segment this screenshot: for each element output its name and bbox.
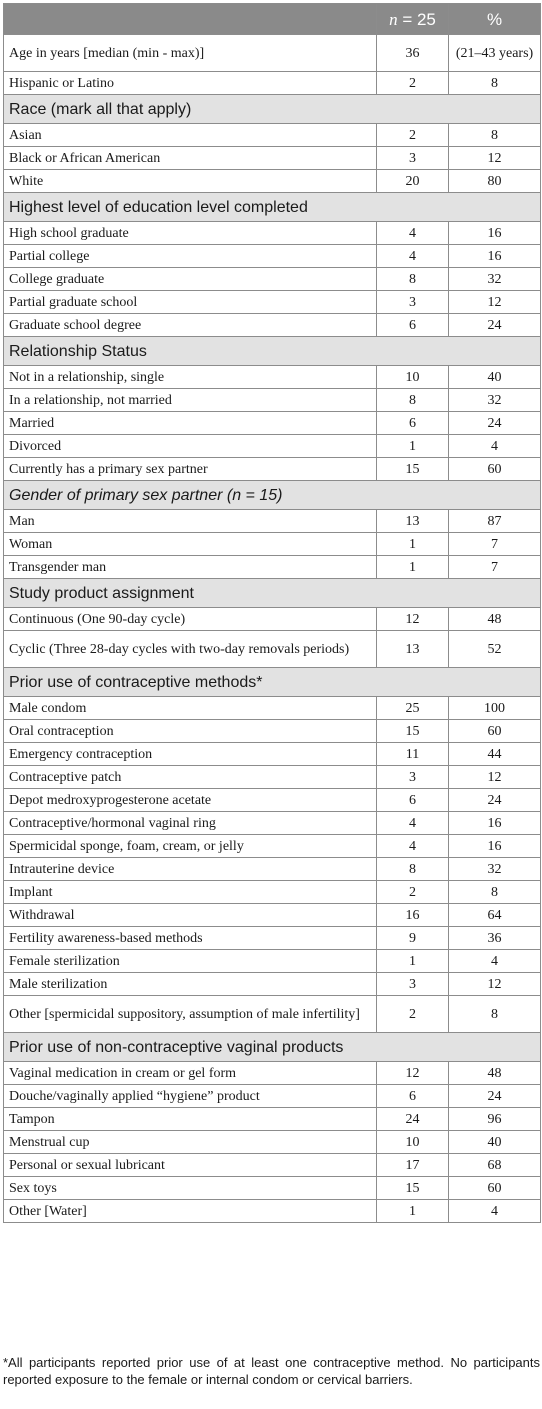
row-label-cell: Black or African American (4, 147, 377, 170)
row-pct-cell: 80 (449, 170, 541, 193)
row-pct-cell: 4 (449, 950, 541, 973)
row-pct-cell: 12 (449, 973, 541, 996)
section-header-row (4, 481, 541, 510)
row-label-cell: Oral contraception (4, 720, 377, 743)
section-title: Race (mark all that apply) (4, 95, 541, 124)
row-pct-cell: 24 (449, 314, 541, 337)
row-n-cell: 2 (377, 72, 449, 95)
row-n-cell: 8 (377, 389, 449, 412)
row-pct-cell: 16 (449, 835, 541, 858)
row-n-cell: 10 (377, 366, 449, 389)
table-row (4, 510, 541, 533)
row-label-cell: Partial graduate school (4, 291, 377, 314)
row-pct-cell: 8 (449, 996, 541, 1033)
table-row (4, 789, 541, 812)
row-label-cell: Cyclic (Three 28-day cycles with two-day removals periods) (4, 631, 377, 668)
table-row (4, 835, 541, 858)
row-n-cell: 8 (377, 858, 449, 881)
table-row (4, 631, 541, 668)
section-header-row (4, 579, 541, 608)
table-row (4, 766, 541, 789)
row-n-cell: 3 (377, 147, 449, 170)
row-pct-cell: 87 (449, 510, 541, 533)
row-n-cell: 1 (377, 950, 449, 973)
row-pct-cell: 68 (449, 1154, 541, 1177)
row-n-cell: 36 (377, 35, 449, 72)
section-header-row (4, 1033, 541, 1062)
row-pct-cell: 12 (449, 291, 541, 314)
row-pct-cell: (21–43 years) (449, 35, 541, 72)
row-label-cell: Continuous (One 90-day cycle) (4, 608, 377, 631)
table-row (4, 268, 541, 291)
row-pct-cell: 7 (449, 556, 541, 579)
row-label-cell: Spermicidal sponge, foam, cream, or jelly (4, 835, 377, 858)
table-row (4, 533, 541, 556)
row-pct-cell: 32 (449, 389, 541, 412)
row-pct-cell: 44 (449, 743, 541, 766)
table-row (4, 608, 541, 631)
table-row (4, 858, 541, 881)
section-title: Prior use of non-contraceptive vaginal products (4, 1033, 541, 1062)
table-header-row (4, 4, 541, 35)
row-n-cell: 12 (377, 608, 449, 631)
row-n-cell: 20 (377, 170, 449, 193)
row-label-cell: Age in years [median (min - max)] (4, 35, 377, 72)
table-row (4, 1177, 541, 1200)
table-row (4, 697, 541, 720)
table-row (4, 1131, 541, 1154)
row-label-cell: Contraceptive/hormonal vaginal ring (4, 812, 377, 835)
row-pct-cell: 60 (449, 1177, 541, 1200)
row-n-cell: 4 (377, 245, 449, 268)
row-n-cell: 11 (377, 743, 449, 766)
row-pct-cell: 8 (449, 72, 541, 95)
row-label-cell: Tampon (4, 1108, 377, 1131)
row-label-cell: Divorced (4, 435, 377, 458)
section-title: Prior use of contraceptive methods* (4, 668, 541, 697)
row-label-cell: Depot medroxyprogesterone acetate (4, 789, 377, 812)
header-n-cell: n = 25 (377, 4, 449, 35)
row-label-cell: Fertility awareness-based methods (4, 927, 377, 950)
row-label-cell: Transgender man (4, 556, 377, 579)
row-label-cell: Other [spermicidal suppository, assumption of male infertility] (4, 996, 377, 1033)
row-n-cell: 1 (377, 1200, 449, 1223)
row-pct-cell: 48 (449, 1062, 541, 1085)
section-title: Gender of primary sex partner (n = 15) (4, 481, 541, 510)
table-row (4, 720, 541, 743)
row-pct-cell: 64 (449, 904, 541, 927)
row-n-cell: 13 (377, 510, 449, 533)
row-n-cell: 1 (377, 533, 449, 556)
row-pct-cell: 48 (449, 608, 541, 631)
table-row (4, 556, 541, 579)
row-n-cell: 3 (377, 973, 449, 996)
row-n-cell: 13 (377, 631, 449, 668)
row-label-cell: Hispanic or Latino (4, 72, 377, 95)
row-pct-cell: 32 (449, 858, 541, 881)
row-n-cell: 4 (377, 222, 449, 245)
section-title: Highest level of education level completed (4, 193, 541, 222)
section-title: Study product assignment (4, 579, 541, 608)
row-n-cell: 15 (377, 1177, 449, 1200)
table-row (4, 743, 541, 766)
row-pct-cell: 16 (449, 812, 541, 835)
row-n-cell: 3 (377, 766, 449, 789)
row-n-cell: 15 (377, 458, 449, 481)
row-n-cell: 6 (377, 789, 449, 812)
row-label-cell: Woman (4, 533, 377, 556)
row-label-cell: In a relationship, not married (4, 389, 377, 412)
row-pct-cell: 36 (449, 927, 541, 950)
table-row (4, 124, 541, 147)
table-row (4, 904, 541, 927)
row-n-cell: 6 (377, 314, 449, 337)
row-pct-cell: 24 (449, 789, 541, 812)
table-row (4, 927, 541, 950)
row-n-cell: 4 (377, 835, 449, 858)
table-row (4, 314, 541, 337)
row-n-cell: 15 (377, 720, 449, 743)
table-row (4, 973, 541, 996)
row-n-cell: 6 (377, 1085, 449, 1108)
row-n-cell: 10 (377, 1131, 449, 1154)
row-n-cell: 1 (377, 556, 449, 579)
row-n-cell: 24 (377, 1108, 449, 1131)
row-label-cell: Contraceptive patch (4, 766, 377, 789)
table-row (4, 222, 541, 245)
row-pct-cell: 40 (449, 366, 541, 389)
table-row (4, 812, 541, 835)
table-row (4, 389, 541, 412)
row-label-cell: Male sterilization (4, 973, 377, 996)
row-label-cell: Married (4, 412, 377, 435)
row-label-cell: Intrauterine device (4, 858, 377, 881)
demographics-table (3, 3, 541, 1223)
row-pct-cell: 12 (449, 766, 541, 789)
row-label-cell: Douche/vaginally applied “hygiene” product (4, 1085, 377, 1108)
header-blank-cell (4, 4, 377, 35)
header-pct-cell: % (449, 4, 541, 35)
row-label-cell: Graduate school degree (4, 314, 377, 337)
table-row (4, 1108, 541, 1131)
row-n-cell: 25 (377, 697, 449, 720)
table-row (4, 881, 541, 904)
table-row (4, 245, 541, 268)
row-pct-cell: 8 (449, 124, 541, 147)
row-label-cell: Withdrawal (4, 904, 377, 927)
table-row (4, 170, 541, 193)
row-n-cell: 2 (377, 881, 449, 904)
table-row (4, 1200, 541, 1223)
row-n-cell: 6 (377, 412, 449, 435)
row-pct-cell: 32 (449, 268, 541, 291)
row-label-cell: Personal or sexual lubricant (4, 1154, 377, 1177)
row-pct-cell: 60 (449, 720, 541, 743)
row-label-cell: Partial college (4, 245, 377, 268)
row-label-cell: Not in a relationship, single (4, 366, 377, 389)
row-pct-cell: 4 (449, 1200, 541, 1223)
row-label-cell: Male condom (4, 697, 377, 720)
row-label-cell: Implant (4, 881, 377, 904)
table-row (4, 1062, 541, 1085)
table-row (4, 435, 541, 458)
row-pct-cell: 16 (449, 222, 541, 245)
row-n-cell: 3 (377, 291, 449, 314)
row-n-cell: 8 (377, 268, 449, 291)
table-row (4, 35, 541, 72)
row-n-cell: 16 (377, 904, 449, 927)
row-label-cell: Menstrual cup (4, 1131, 377, 1154)
row-n-cell: 9 (377, 927, 449, 950)
row-pct-cell: 12 (449, 147, 541, 170)
row-pct-cell: 60 (449, 458, 541, 481)
table-row (4, 996, 541, 1033)
row-n-cell: 1 (377, 435, 449, 458)
row-n-cell: 4 (377, 812, 449, 835)
row-label-cell: Other [Water] (4, 1200, 377, 1223)
row-label-cell: Sex toys (4, 1177, 377, 1200)
row-pct-cell: 4 (449, 435, 541, 458)
row-n-cell: 2 (377, 124, 449, 147)
table-row (4, 72, 541, 95)
row-pct-cell: 7 (449, 533, 541, 556)
table-row (4, 950, 541, 973)
row-n-cell: 2 (377, 996, 449, 1033)
row-pct-cell: 52 (449, 631, 541, 668)
row-n-cell: 12 (377, 1062, 449, 1085)
row-pct-cell: 96 (449, 1108, 541, 1131)
row-pct-cell: 24 (449, 1085, 541, 1108)
row-n-cell: 17 (377, 1154, 449, 1177)
footnote: *All participants reported prior use of at least one contraceptive method. No participants reported exposure to the female or internal condom or cervical barriers. (3, 1355, 540, 1387)
table-row (4, 1085, 541, 1108)
row-pct-cell: 24 (449, 412, 541, 435)
row-label-cell: Currently has a primary sex partner (4, 458, 377, 481)
row-label-cell: White (4, 170, 377, 193)
table-row (4, 147, 541, 170)
table-row (4, 412, 541, 435)
table-row (4, 291, 541, 314)
section-header-row (4, 95, 541, 124)
row-label-cell: Asian (4, 124, 377, 147)
table-row (4, 366, 541, 389)
section-header-row (4, 193, 541, 222)
table-row (4, 1154, 541, 1177)
row-label-cell: Man (4, 510, 377, 533)
row-label-cell: Emergency contraception (4, 743, 377, 766)
table-row (4, 458, 541, 481)
row-pct-cell: 16 (449, 245, 541, 268)
section-header-row (4, 668, 541, 697)
row-pct-cell: 40 (449, 1131, 541, 1154)
section-header-row (4, 337, 541, 366)
row-pct-cell: 8 (449, 881, 541, 904)
section-title: Relationship Status (4, 337, 541, 366)
row-pct-cell: 100 (449, 697, 541, 720)
table-body (4, 35, 541, 1223)
row-label-cell: High school graduate (4, 222, 377, 245)
row-label-cell: College graduate (4, 268, 377, 291)
row-label-cell: Female sterilization (4, 950, 377, 973)
row-label-cell: Vaginal medication in cream or gel form (4, 1062, 377, 1085)
